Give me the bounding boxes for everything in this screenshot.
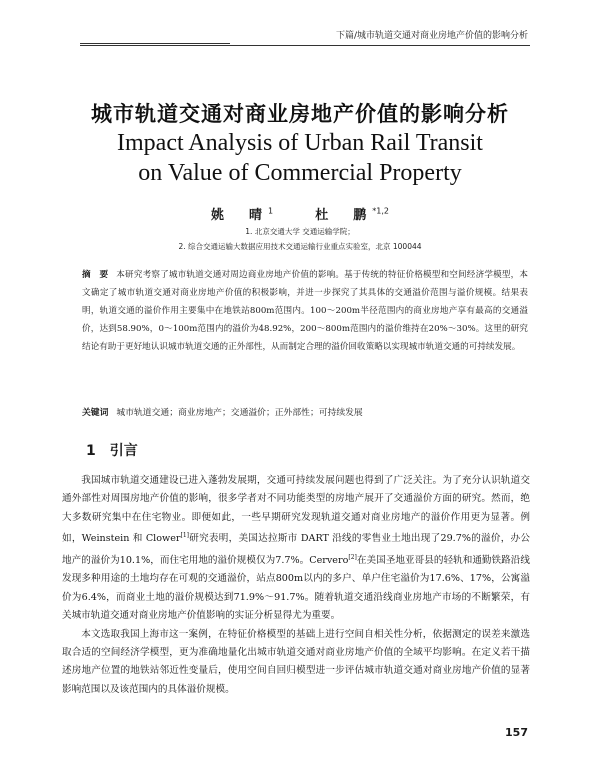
section-title: 引言 — [109, 443, 138, 459]
affiliation: 1. 北京交通大学 交通运输学院； — [245, 227, 355, 236]
section-heading — [86, 440, 138, 460]
authors — [0, 204, 600, 223]
paragraph-text: 我国城市轨道交通建设已进入蓬勃发展期，交通可持续发展问题也得到了广泛关注。为了充分认识轨道交通外部性对周围房地产价值的影响，很多学者对不同功能类型的房地产展开了交通溢价方面的研究。然而，绝大多数研究集中在住宅物业。即便如此，一些早期研究发现轨道交通对商业房地产的溢价作用更为显著。例如，Weinstein 和 Clower — [62, 475, 530, 545]
citation-ref: [1] — [180, 532, 189, 540]
running-header: 下篇/城市轨道交通对商业房地产价值的影响分析 — [335, 31, 528, 41]
citation-ref: [2] — [348, 553, 357, 561]
abstract — [82, 266, 528, 356]
affiliation: 2. 综合交通运输大数据应用技术交通运输行业重点实验室，北京 100044 — [178, 242, 422, 251]
author-affil-mark: *1,2 — [372, 206, 389, 216]
keywords — [82, 404, 528, 422]
author-affil-mark: 1 — [268, 206, 274, 216]
paragraph — [62, 472, 530, 626]
header-rule-short — [80, 43, 230, 44]
header-rule — [80, 45, 530, 46]
section-number: 1 — [86, 443, 96, 459]
abstract-text: 本研究考察了城市轨道交通对周边商业房地产价值的影响。基于传统的特征价格模型和空间经济学模型，本文确定了城市轨道交通对商业房地产价值的积极影响，并进一步探究了其具体的交通溢价范围与溢价规模。结果表明，轨道交通的溢价作用主要集中在地铁站800m范围内。100～200m半径范围内的商业房地产享有最高的交通溢价，达到58.90%，0～100m范围内的溢价为48.92%，200～800m范围内的溢价维持在20%～30%。这里的研究结论有助于更好地认识城市轨道交通的正外部性，从而制定合理的溢价回收策略以实现城市轨道交通的可持续发展。 — [82, 270, 528, 352]
paragraph-text: 研究表明，美国达拉斯市 DART 沿线的零售业土地出现了29.7%的溢价，办公地产的溢价为10.1%，而住宅用地的溢价规模仅为7.7%。Cervero — [62, 533, 530, 566]
keywords-label: 关键词 — [82, 408, 109, 418]
page-title-english-line2: on Value of Commercial Property — [138, 160, 462, 186]
body-text — [62, 472, 530, 699]
paragraph: 本文选取我国上海市这一案例，在特征价格模型的基础上进行空间自相关性分析，依据测定的误差来激选取合适的空间经济学模型，更为准确地量化出城市轨道交通对商业房地产价值的全域平均影响。在定义若干描述房地产位置的地铁站邻近性变量后，使用空间自回归模型进一步评估城市轨道交通对商业房地产价值的显著影响范围以及该范围内的具体溢价规模。 — [62, 628, 530, 695]
paragraph-text: 在美国圣地亚哥县的轻轨和通勤铁路沿线发现多种用途的土地均存在可观的交通溢价，站点800m以内的多户、单户住宅溢价为17.6%、17%，公寓溢价为6.4%，而商业土地的溢价规模达到71.9%～91.7%。随着轨道交通沿线商业房地产市场的不断繁荣，有关城市轨道交通对商业房地产价值影响的实证分析显得尤为重要。 — [62, 555, 531, 622]
abstract-label: 摘 要 — [82, 270, 109, 280]
page-title-english-line1: Impact Analysis of Urban Rail Transit — [117, 130, 483, 156]
page-number: 157 — [505, 726, 528, 739]
keywords-text: 城市轨道交通；商业房地产；交通溢价；正外部性；可持续发展 — [116, 408, 363, 418]
page-title-chinese: 城市轨道交通对商业房地产价值的影响分析 — [91, 102, 509, 126]
author-name: 杜 鹏 — [315, 208, 373, 223]
author-name: 姚 晴 — [211, 208, 269, 223]
